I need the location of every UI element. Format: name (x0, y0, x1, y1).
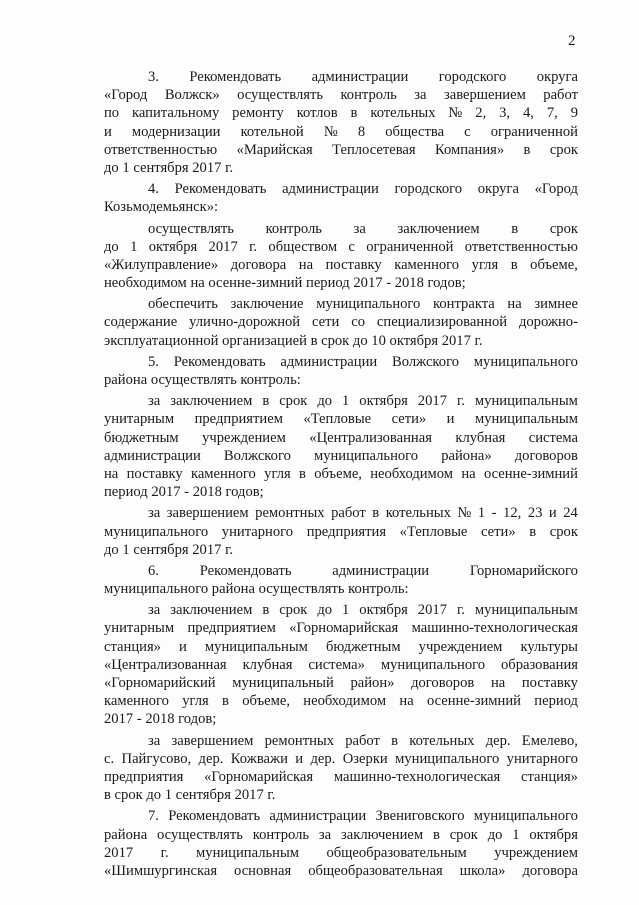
text-line: «Шимшургинская основная общеобразовательная школа» договора (104, 862, 578, 879)
text-line: унитарным предприятием «Тепловые сети» и муниципальным (104, 411, 578, 428)
text-line: до 1 октября 2017 г. обществом с ограниченной ответственностью (104, 238, 578, 255)
text-line: обеспечить заключение муниципального контракта на зимнее (148, 296, 578, 313)
text-line: за завершением ремонтных работ в котельных № 1 - 12, 23 и 24 (148, 505, 578, 522)
text-line: эксплуатационной организацией в срок до 10 октября 2017 г. (104, 332, 483, 349)
text-line: муниципального района осуществлять контроль: (104, 581, 409, 598)
text-line: за заключением в срок до 1 октября 2017 г. муниципальным (148, 602, 578, 619)
text-line: муниципального унитарного предприятия «Тепловые сети» в срок (104, 523, 578, 540)
paragraph (104, 504, 578, 559)
text-line: 5. Рекомендовать администрации Волжского муниципального (148, 353, 578, 370)
text-line: унитарным предприятием «Горномарийская машинно-технологическая (104, 620, 578, 637)
paragraph (104, 220, 578, 293)
text-line: и модернизации котельной № 8 общества с ограниченной (104, 123, 578, 140)
text-line: 4. Рекомендовать администрации городского округа «Город (148, 181, 578, 198)
text-line: каменного угля в объеме, необходимом на осенне-зимний период (104, 693, 578, 710)
text-line: бюджетным учреждением «Централизованная клубная система (104, 429, 578, 446)
text-line: Козьмодемьянск»: (104, 199, 219, 216)
text-line: период 2017 - 2018 годов; (104, 484, 264, 501)
paragraph (104, 180, 578, 216)
text-line: «Централизованная клубная система» муниципального образования (104, 656, 578, 673)
text-line: района осуществлять контроль: (104, 372, 301, 388)
text-line: в срок до 1 сентября 2017 г. (104, 787, 276, 804)
paragraph (104, 295, 578, 350)
text-line: ответственностью «Марийская Теплосетевая Компания» в срок (104, 141, 578, 158)
text-line: «Горномарийский муниципальный район» договоров на поставку (104, 675, 578, 691)
text-line: 7. Рекомендовать администрации Звениговского муниципального (148, 808, 578, 825)
paragraph (104, 807, 578, 880)
text-line: по капитальному ремонту котлов в котельных № 2, 3, 4, 7, 9 (104, 105, 578, 122)
text-line: 2017 г. муниципальным общеобразовательным учреждением (104, 844, 578, 861)
text-line: осуществлять контроль за заключением в срок (148, 220, 578, 237)
paragraph (104, 732, 578, 805)
text-line: 6. Рекомендовать администрации Горномарийского (148, 562, 578, 579)
document-body (104, 68, 578, 880)
text-line: 2017 - 2018 годов; (104, 711, 217, 728)
paragraph (104, 601, 578, 728)
text-line: предприятия «Горномарийская машинно-технологическая станция» (104, 768, 578, 785)
paragraph (104, 392, 578, 501)
paragraph (104, 562, 578, 598)
page-number: 2 (568, 33, 576, 49)
text-line: «Город Волжск» осуществлять контроль за завершением работ (104, 87, 578, 104)
text-line: района осуществлять контроль за заключением в срок до 1 октября (104, 826, 578, 843)
text-line: 3. Рекомендовать администрации городского округа (148, 69, 578, 85)
paragraph (104, 68, 578, 177)
text-line: до 1 сентября 2017 г. (104, 541, 234, 558)
text-line: за заключением в срок до 1 октября 2017 г. муниципальным (148, 393, 578, 410)
text-line: на поставку каменного угля в объеме, необходимом на осенне-зимний (104, 465, 578, 482)
text-line: за завершением ремонтных работ в котельных дер. Емелево, (148, 732, 578, 749)
text-line: «Жилуправление» договора на поставку каменного угля в объеме, (104, 256, 578, 273)
text-line: необходимом на осенне-зимний период 2017 - 2018 годов; (104, 275, 466, 292)
text-line: до 1 сентября 2017 г. (104, 159, 234, 176)
text-line: с. Пайгусово, дер. Кожважи и дер. Озерки муниципального унитарного (104, 750, 578, 767)
text-line: администрации Волжского муниципального района» договоров (104, 447, 578, 464)
text-line: станция» и муниципальным бюджетным учреждением культуры (104, 638, 578, 655)
paragraph (104, 353, 578, 389)
text-line: содержание улично-дорожной сети со специализированной дорожно- (104, 314, 578, 331)
